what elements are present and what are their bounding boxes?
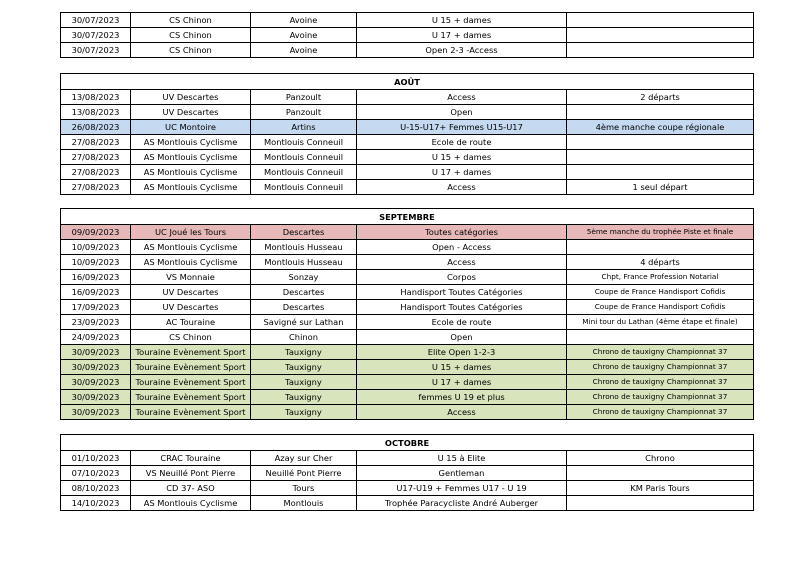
table-row xyxy=(61,43,754,58)
place-cell: Sonzay xyxy=(251,270,357,285)
place-cell: Descartes xyxy=(251,285,357,300)
date-cell: 30/07/2023 xyxy=(61,13,131,28)
category-cell: femmes U 19 et plus xyxy=(357,390,567,405)
table-row xyxy=(61,315,754,330)
club-cell: CRAC Touraine xyxy=(131,451,251,466)
note-cell: 4 départs xyxy=(567,255,754,270)
place-cell: Tauxigny xyxy=(251,375,357,390)
table-row xyxy=(61,90,754,105)
date-cell: 30/07/2023 xyxy=(61,43,131,58)
category-cell: Gentleman xyxy=(357,466,567,481)
place-cell: Panzoult xyxy=(251,105,357,120)
place-cell: Montlouis Conneuil xyxy=(251,180,357,195)
category-cell: U 15 + dames xyxy=(357,150,567,165)
date-cell: 14/10/2023 xyxy=(61,496,131,511)
club-cell: UC Montoire xyxy=(131,120,251,135)
calendar-table-4 xyxy=(60,434,754,511)
note-cell: Chrono de tauxigny Championnat 37 xyxy=(567,405,754,420)
place-cell: Montlouis Husseau xyxy=(251,240,357,255)
date-cell: 30/09/2023 xyxy=(61,375,131,390)
place-cell: Montlouis Conneuil xyxy=(251,165,357,180)
place-cell: Avoine xyxy=(251,43,357,58)
month-header: AOÛT xyxy=(61,74,754,90)
note-cell: 1 seul départ xyxy=(567,180,754,195)
category-cell: Access xyxy=(357,90,567,105)
club-cell: AS Montlouis Cyclisme xyxy=(131,150,251,165)
club-cell: AS Montlouis Cyclisme xyxy=(131,135,251,150)
table-row xyxy=(61,481,754,496)
month-header: SEPTEMBRE xyxy=(61,209,754,225)
place-cell: Montlouis xyxy=(251,496,357,511)
club-cell: Touraine Evènement Sport xyxy=(131,405,251,420)
category-cell: Open xyxy=(357,330,567,345)
category-cell: Open 2-3 -Access xyxy=(357,43,567,58)
place-cell: Neuillé Pont Pierre xyxy=(251,466,357,481)
note-cell: Chrono de tauxigny Championnat 37 xyxy=(567,390,754,405)
table-row xyxy=(61,375,754,390)
note-cell: Coupe de France Handisport Cofidis xyxy=(567,300,754,315)
place-cell: Montlouis Conneuil xyxy=(251,150,357,165)
club-cell: AS Montlouis Cyclisme xyxy=(131,180,251,195)
date-cell: 01/10/2023 xyxy=(61,451,131,466)
note-cell xyxy=(567,496,754,511)
month-header: OCTOBRE xyxy=(61,435,754,451)
category-cell: U 15 à Elite xyxy=(357,451,567,466)
category-cell: Ecole de route xyxy=(357,315,567,330)
note-cell: Chrono de tauxigny Championnat 37 xyxy=(567,375,754,390)
note-cell xyxy=(567,135,754,150)
club-cell: AS Montlouis Cyclisme xyxy=(131,255,251,270)
date-cell: 16/09/2023 xyxy=(61,285,131,300)
club-cell: CS Chinon xyxy=(131,28,251,43)
table-row xyxy=(61,360,754,375)
note-cell: 5ème manche du trophée Piste et finale xyxy=(567,225,754,240)
date-cell: 30/09/2023 xyxy=(61,360,131,375)
club-cell: CS Chinon xyxy=(131,43,251,58)
club-cell: VS Neuillé Pont Pierre xyxy=(131,466,251,481)
place-cell: Montlouis Husseau xyxy=(251,255,357,270)
note-cell xyxy=(567,28,754,43)
note-cell xyxy=(567,105,754,120)
date-cell: 17/09/2023 xyxy=(61,300,131,315)
table-row xyxy=(61,135,754,150)
date-cell: 30/09/2023 xyxy=(61,405,131,420)
note-cell xyxy=(567,43,754,58)
category-cell: Access xyxy=(357,405,567,420)
date-cell: 27/08/2023 xyxy=(61,180,131,195)
table-row xyxy=(61,345,754,360)
place-cell: Tauxigny xyxy=(251,390,357,405)
note-cell: Coupe de France Handisport Cofidis xyxy=(567,285,754,300)
club-cell: CS Chinon xyxy=(131,330,251,345)
club-cell: UV Descartes xyxy=(131,105,251,120)
club-cell: AS Montlouis Cyclisme xyxy=(131,165,251,180)
note-cell: KM Paris Tours xyxy=(567,481,754,496)
calendar-table-2 xyxy=(60,73,754,195)
note-cell: Chrono de tauxigny Championnat 37 xyxy=(567,345,754,360)
place-cell: Tours xyxy=(251,481,357,496)
date-cell: 27/08/2023 xyxy=(61,150,131,165)
club-cell: Touraine Evènement Sport xyxy=(131,375,251,390)
category-cell: U 17 + dames xyxy=(357,28,567,43)
note-cell xyxy=(567,13,754,28)
category-cell: U 15 + dames xyxy=(357,13,567,28)
table-row xyxy=(61,405,754,420)
place-cell: Artins xyxy=(251,120,357,135)
date-cell: 30/09/2023 xyxy=(61,390,131,405)
category-cell: U 17 + dames xyxy=(357,165,567,180)
note-cell xyxy=(567,240,754,255)
table-row xyxy=(61,285,754,300)
date-cell: 09/09/2023 xyxy=(61,225,131,240)
place-cell: Panzoult xyxy=(251,90,357,105)
table-row xyxy=(61,28,754,43)
place-cell: Savigné sur Lathan xyxy=(251,315,357,330)
place-cell: Descartes xyxy=(251,300,357,315)
category-cell: Access xyxy=(357,255,567,270)
category-cell: U 17 + dames xyxy=(357,375,567,390)
place-cell: Descartes xyxy=(251,225,357,240)
table-row xyxy=(61,330,754,345)
table-row xyxy=(61,13,754,28)
club-cell: UV Descartes xyxy=(131,300,251,315)
table-row xyxy=(61,120,754,135)
table-row xyxy=(61,255,754,270)
category-cell: Corpos xyxy=(357,270,567,285)
table-row xyxy=(61,180,754,195)
date-cell: 16/09/2023 xyxy=(61,270,131,285)
category-cell: U-15-U17+ Femmes U15-U17 xyxy=(357,120,567,135)
club-cell: CS Chinon xyxy=(131,13,251,28)
date-cell: 10/09/2023 xyxy=(61,240,131,255)
place-cell: Tauxigny xyxy=(251,345,357,360)
table-row xyxy=(61,390,754,405)
club-cell: CD 37- ASO xyxy=(131,481,251,496)
table-row xyxy=(61,105,754,120)
calendar-table-3 xyxy=(60,208,754,420)
date-cell: 30/09/2023 xyxy=(61,345,131,360)
place-cell: Avoine xyxy=(251,28,357,43)
table-row xyxy=(61,300,754,315)
club-cell: UV Descartes xyxy=(131,285,251,300)
note-cell: 2 départs xyxy=(567,90,754,105)
date-cell: 07/10/2023 xyxy=(61,466,131,481)
note-cell: Chrono de tauxigny Championnat 37 xyxy=(567,360,754,375)
category-cell: Elite Open 1-2-3 xyxy=(357,345,567,360)
category-cell: Toutes catégories xyxy=(357,225,567,240)
date-cell: 10/09/2023 xyxy=(61,255,131,270)
note-cell: Mini tour du Lathan (4ème étape et finale) xyxy=(567,315,754,330)
category-cell: Access xyxy=(357,180,567,195)
table-row xyxy=(61,150,754,165)
category-cell: U 15 + dames xyxy=(357,360,567,375)
table-row xyxy=(61,165,754,180)
place-cell: Avoine xyxy=(251,13,357,28)
date-cell: 27/08/2023 xyxy=(61,165,131,180)
calendar-table-1 xyxy=(60,12,754,58)
club-cell: Touraine Evènement Sport xyxy=(131,360,251,375)
date-cell: 13/08/2023 xyxy=(61,105,131,120)
date-cell: 26/08/2023 xyxy=(61,120,131,135)
category-cell: Open - Access xyxy=(357,240,567,255)
club-cell: AS Montlouis Cyclisme xyxy=(131,496,251,511)
table-row xyxy=(61,496,754,511)
date-cell: 08/10/2023 xyxy=(61,481,131,496)
table-row xyxy=(61,225,754,240)
club-cell: VS Monnaie xyxy=(131,270,251,285)
date-cell: 23/09/2023 xyxy=(61,315,131,330)
place-cell: Tauxigny xyxy=(251,405,357,420)
note-cell xyxy=(567,150,754,165)
place-cell: Chinon xyxy=(251,330,357,345)
club-cell: UV Descartes xyxy=(131,90,251,105)
table-row xyxy=(61,466,754,481)
note-cell: Chrono xyxy=(567,451,754,466)
club-cell: Touraine Evènement Sport xyxy=(131,345,251,360)
club-cell: AC Touraine xyxy=(131,315,251,330)
date-cell: 24/09/2023 xyxy=(61,330,131,345)
club-cell: UC Joué les Tours xyxy=(131,225,251,240)
category-cell: Handisport Toutes Catégories xyxy=(357,300,567,315)
table-row xyxy=(61,451,754,466)
note-cell xyxy=(567,330,754,345)
table-row xyxy=(61,240,754,255)
club-cell: Touraine Evènement Sport xyxy=(131,390,251,405)
category-cell: Open xyxy=(357,105,567,120)
note-cell xyxy=(567,165,754,180)
note-cell: 4ème manche coupe régionale xyxy=(567,120,754,135)
note-cell xyxy=(567,466,754,481)
club-cell: AS Montlouis Cyclisme xyxy=(131,240,251,255)
place-cell: Montlouis Conneuil xyxy=(251,135,357,150)
date-cell: 30/07/2023 xyxy=(61,28,131,43)
note-cell: Chpt, France Profession Notarial xyxy=(567,270,754,285)
date-cell: 13/08/2023 xyxy=(61,90,131,105)
date-cell: 27/08/2023 xyxy=(61,135,131,150)
place-cell: Tauxigny xyxy=(251,360,357,375)
category-cell: Handisport Toutes Catégories xyxy=(357,285,567,300)
category-cell: U17-U19 + Femmes U17 - U 19 xyxy=(357,481,567,496)
place-cell: Azay sur Cher xyxy=(251,451,357,466)
table-row xyxy=(61,270,754,285)
category-cell: Ecole de route xyxy=(357,135,567,150)
category-cell: Trophée Paracycliste André Auberger xyxy=(357,496,567,511)
